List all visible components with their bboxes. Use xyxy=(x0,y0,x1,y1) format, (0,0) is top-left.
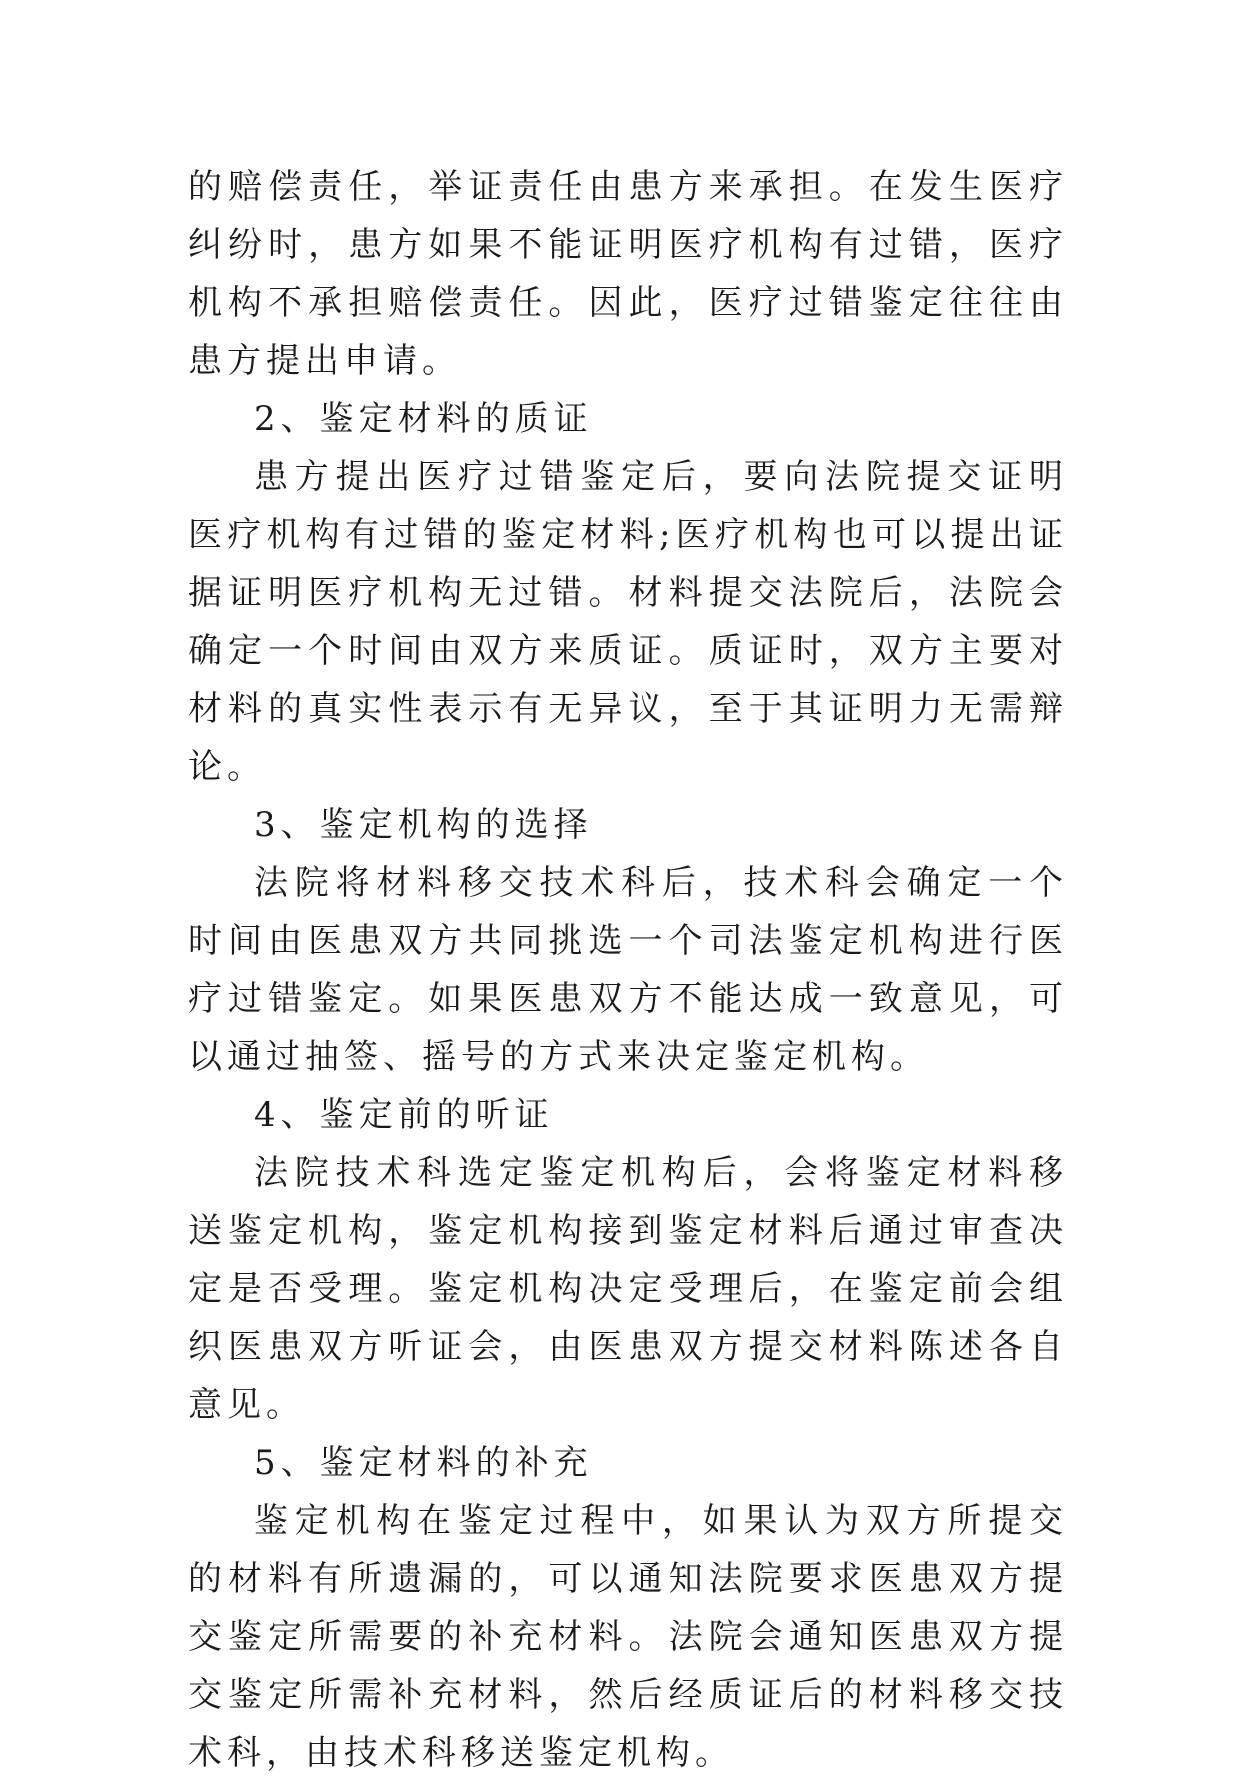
document-body xyxy=(188,158,1068,1782)
paragraph-pre-appraisal-hearing: 法院技术科选定鉴定机构后，会将鉴定材料移送鉴定机构，鉴定机构接到鉴定材料后通过审查决定是否受理。鉴定机构决定受理后，在鉴定前会组织医患双方听证会，由医患双方提交材料陈述各自意见。 xyxy=(188,1153,1068,1425)
section-heading-3: 3、鉴定机构的选择 xyxy=(254,805,593,845)
paragraph-material-supplement: 鉴定机构在鉴定过程中，如果认为双方所提交的材料有所遗漏的，可以通知法院要求医患双方提交鉴定所需要的补充材料。法院会通知医患双方提交鉴定所需补充材料，然后经质证后的材料移交技术科，由技术科移送鉴定机构。 xyxy=(188,1501,1068,1773)
paragraph-continuation: 的赔偿责任，举证责任由患方来承担。在发生医疗纠纷时，患方如果不能证明医疗机构有过错，医疗机构不承担赔偿责任。因此，医疗过错鉴定往往由患方提出申请。 xyxy=(188,167,1068,381)
section-heading-4: 4、鉴定前的听证 xyxy=(254,1095,554,1135)
section-heading-2: 2、鉴定材料的质证 xyxy=(254,399,593,439)
paragraph-institution-selection: 法院将材料移交技术科后，技术科会确定一个时间由医患双方共同挑选一个司法鉴定机构进行医疗过错鉴定。如果医患双方不能达成一致意见，可以通过抽签、摇号的方式来决定鉴定机构。 xyxy=(188,863,1068,1077)
section-heading-5: 5、鉴定材料的补充 xyxy=(254,1443,593,1483)
paragraph-material-cross-examination: 患方提出医疗过错鉴定后，要向法院提交证明医疗机构有过错的鉴定材料;医疗机构也可以提出证据证明医疗机构无过错。材料提交法院后，法院会确定一个时间由双方来质证。质证时，双方主要对材料的真实性表示有无异议，至于其证明力无需辩论。 xyxy=(188,457,1068,787)
